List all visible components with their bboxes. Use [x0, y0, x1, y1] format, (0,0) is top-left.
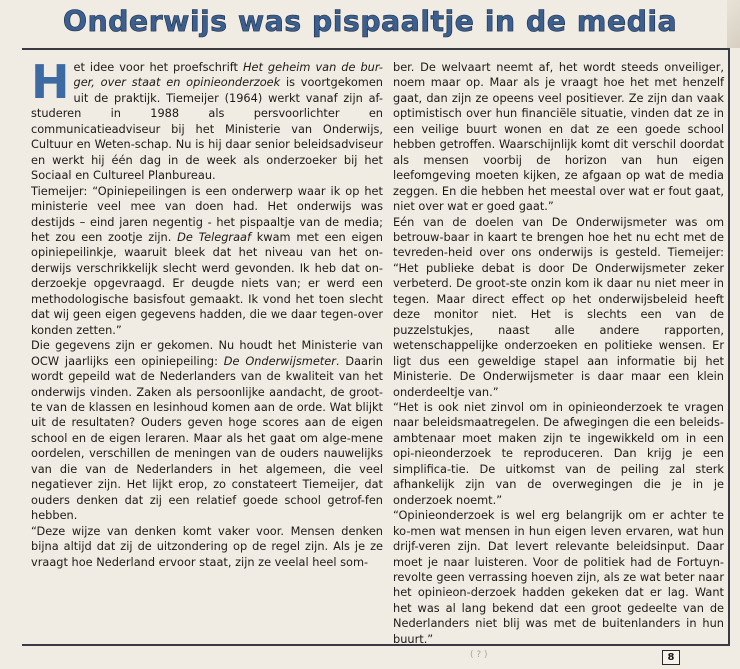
onderwijsmeter-name: De Onderwijsmeter: [223, 353, 336, 368]
left-column: [31, 55, 384, 644]
quote-paragraph-2: “Deze wijze van denken komt vaker voor. Mensen denken bijna altijd dat zij de uitzondering op de regel zijn. Als je ze vraagt hoe Nederland ervoor staat, zijn ze veelal heel som-: [31, 523, 383, 569]
right-paragraph-4: “Opinieonderzoek is wel erg belangrijk om er achter te ko-men wat mensen in hun eigen leven ervaren, wat hun drijf-veren zijn. Dat levert relevante beleidsinput. Daar moet je naar luisteren. Voor de politiek had de Fortuyn-revolte geen verrassing hoeven zijn, als ze wat beter naar het opinieon-derzoek hadden gekeken dat er lag. Want het was al lang bekend dat een groot gedeelte van de Nederlanders niet blij was met de buitenlanders in hun buurt.”: [393, 508, 724, 646]
intro-text-b: is voortgekomen uit de praktijk. Tiemeijer (1964) werkt vanaf zijn af-studeren in 1988 als persvoorlichter en communicatieadviseur bij het Ministerie van Onderwijs, Cultuur en Weten-schap. Nu is hij daar senior beleidsadviseur en werkt hij één dag in de week als onderzoeker bij het Sociaal en Cultureel Planbureau.: [31, 75, 383, 183]
right-column: [393, 60, 724, 644]
right-paragraph-1: ber. De welvaart neemt af, het wordt steeds onveiliger, noem maar op. Maar als je vraagt hoe het met henzelf gaat, dan zijn ze opeens veel positiever. Ze zijn dan vaak optimistisch over hun financiële situatie, vinden dat ze in een veilige buurt wonen en dat ze een goede school hebben getroffen. Waarschijnlijk komt dit verschil doordat als mensen voorbij de horizon van hun eigen leefomgeving moeten kijken, ze afgaan op wat de media zeggen. En die hebben het meestal over wat er fout gaat, niet over wat er goed gaat.”: [393, 60, 724, 214]
right-paragraph-2: Eén van de doelen van De Onderwijsmeter was om betrouw-baar in kaart te brengen hoe het nu echt met de tevreden-heid over ons onderwijs is gesteld. Tiemeijer: “Het publieke debat is door De Onderwijsmeter zeker verbeterd. De groot-ste onzin kom ik daar nu niet meer in tegen. Maar direct effect op het onderwijsbeleid heeft deze monitor niet. Het is slechts een van de puzzelstukjes, naast alle andere rapporten, wetenschappelijke onderzoeken en politieke wensen. Er ligt dus een geweldige stapel aan informatie bij het Ministerie. De Onderwijsmeter is daar maar een klein onderdeeltje van.”: [393, 214, 724, 399]
quote-paragraph-1: [31, 184, 383, 339]
para3-text-b: . Daarin wordt gepeild wat de Nederlanders van de kwaliteit van het onderwijs vinden. Zaken als persoonlijke aandacht, de groot-te van de klassen en lesinhoud komen aan de orde. Wat blijkt uit de resultaten? Ouders geven hoge scores aan de eigen school en de eigen leraren. Maar als het gaat om alge-mene oordelen, verschillen de meningen van de ouders nauwelijks van die van de Nederlanders in het algemeen, die veel negatiever zijn. Het lijkt erop, zo constateert Tiemeijer, dat ouders denken dat zij een relatief goede school getrof-fen hebben.: [31, 353, 383, 523]
dropcap-letter: H: [31, 55, 70, 109]
top-border-rule: [22, 48, 729, 50]
quote1-text-a: Tiemeijer: “Opiniepeilingen is een onderwerp waar ik op het ministerie veel mee van doen had. Het onderwijs was destijds – eind jaren negentig - het pispaaltje van de media; het zou een zootje zijn.: [31, 183, 383, 244]
quote1-text-b: kwam met een eigen opiniepeilinkje, waaruit bleek dat het niveau van het on-derwijs verschrikkelijk slecht werd gevonden. Ik heb dat on-derzoekje opgevraagd. Er deugde niets van; er werd een methodologische basisfout gemaakt. Ik vond het toen slecht dat wij geen eigen gegevens hadden, die we daar tegen-over konden zetten.”: [31, 229, 383, 337]
right-border-rule: [728, 48, 730, 645]
para3-text-a: Die gegevens zijn er gekomen. Nu houdt het Ministerie van OCW jaarlijks een opiniepeiling:: [31, 338, 383, 368]
newspaper-name: De Telegraaf: [177, 229, 251, 244]
article-title: Onderwijs was pispaaltje in de media: [62, 5, 678, 38]
scan-mark: ( ? ): [470, 650, 488, 660]
intro-text-a: et idee voor het proefschrift: [73, 60, 243, 74]
intro-paragraph: [31, 55, 384, 184]
paragraph-onderwijsmeter: [31, 338, 383, 523]
right-paragraph-3: “Het is ook niet zinvol om in opinieonderzoek te vragen naar beleidsmaatregelen. De afwegingen die een beleids-ambtenaar moet maken zijn te ingewikkeld om in een opi-nieonderzoek te reproduceren. Dan krijg je een simplifica-tie. De uitkomst van de peiling zal sterk afhankelijk zijn van de overwegingen die je in je onderzoek noemt.”: [393, 399, 724, 507]
page-number: 8: [662, 650, 680, 665]
thesis-title: Het geheim van de bur-ger, over staat en opinieonderzoek: [73, 60, 384, 90]
